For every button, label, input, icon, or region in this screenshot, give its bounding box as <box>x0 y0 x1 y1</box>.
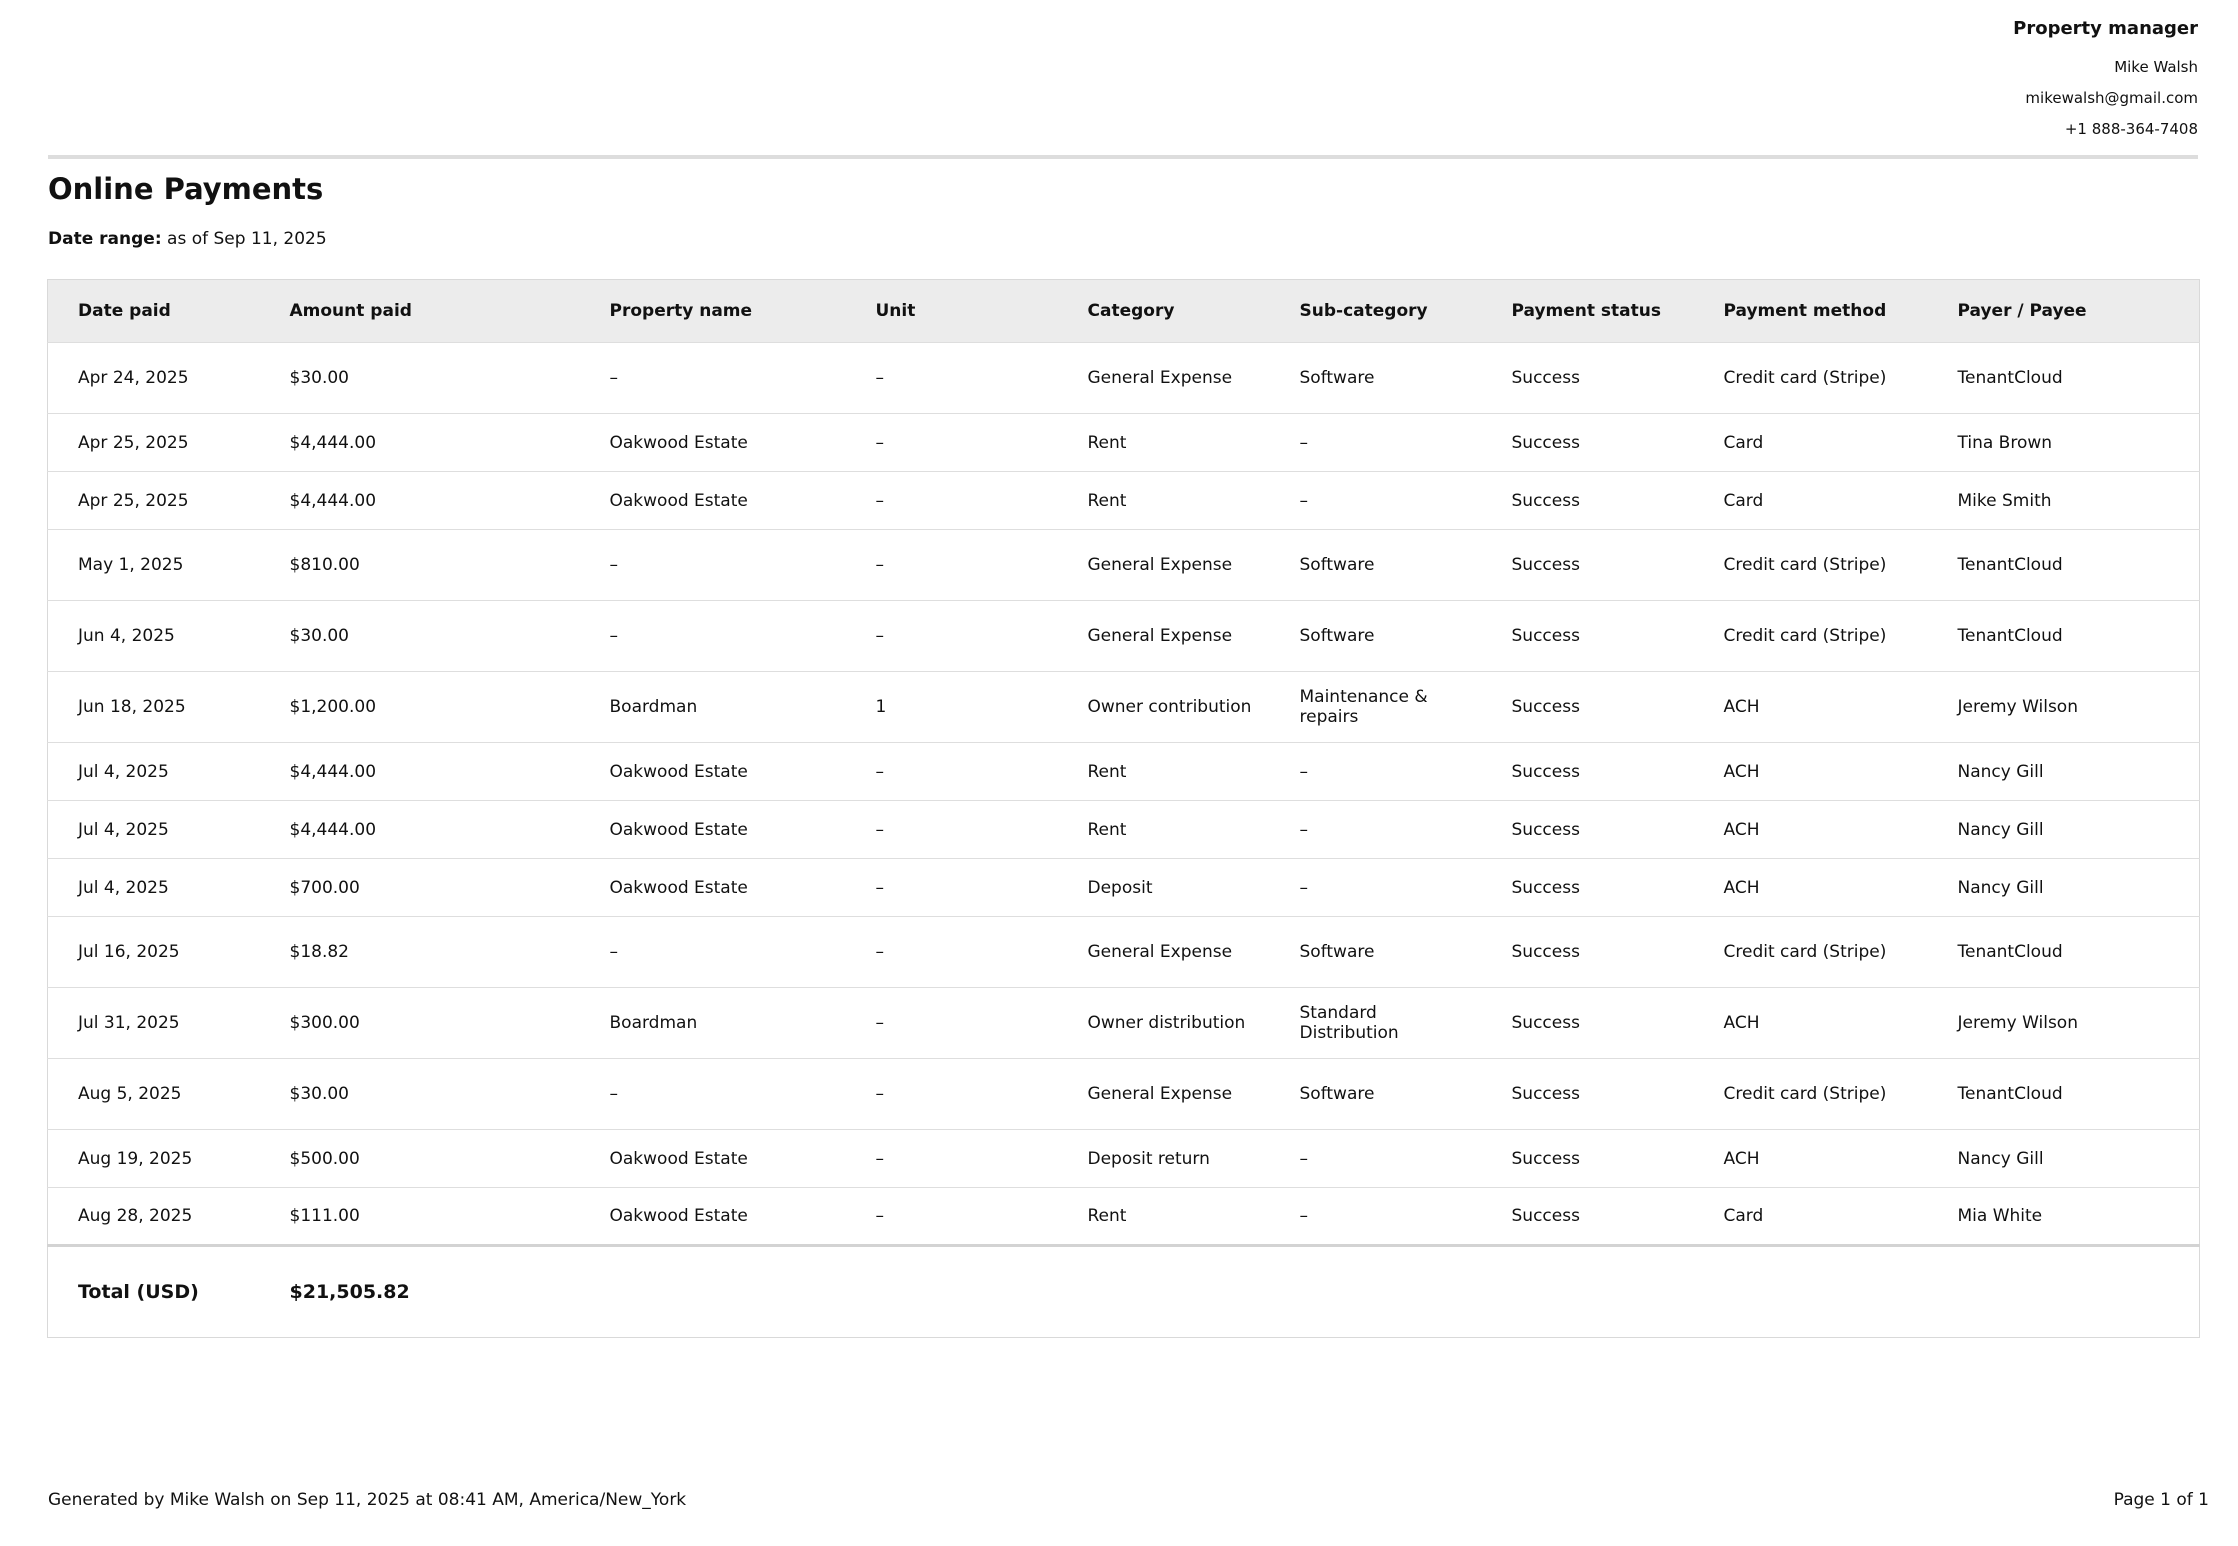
cell-date-paid: Apr 25, 2025 <box>78 490 189 511</box>
cell-amount-paid: $810.00 <box>289 555 360 575</box>
cell-sub-category: Software <box>1299 368 1375 388</box>
cell-payer-payee: Jeremy Wilson <box>1957 697 2078 717</box>
cell-date-paid: Jul 4, 2025 <box>78 761 169 782</box>
table-row <box>48 601 2200 672</box>
cell-amount-paid: $4,444.00 <box>289 761 377 782</box>
cell-property-name: Oakwood Estate <box>609 1148 748 1169</box>
manager-heading: Property manager <box>2013 18 2198 39</box>
cell-category: General Expense <box>1087 555 1233 575</box>
cell-payment-method: Credit card (Stripe) <box>1723 368 1887 388</box>
table-header-row <box>48 280 2200 343</box>
cell-unit: – <box>875 1084 884 1104</box>
property-manager-block <box>1598 18 2198 145</box>
cell-unit: – <box>875 555 884 575</box>
payments-table <box>47 279 2200 1338</box>
report-title: Online Payments <box>48 172 324 206</box>
column-header-category: Category <box>1087 301 1175 321</box>
cell-property-name: Boardman <box>609 697 698 717</box>
cell-unit: 1 <box>875 697 887 717</box>
table-row <box>48 672 2200 743</box>
cell-unit: – <box>875 490 884 511</box>
cell-sub-category: – <box>1299 877 1308 898</box>
cell-sub-category: – <box>1299 819 1308 840</box>
cell-payer-payee: Nancy Gill <box>1957 877 2044 898</box>
cell-payment-method: Credit card (Stripe) <box>1723 942 1887 962</box>
cell-payment-status: Success <box>1511 1013 1580 1033</box>
cell-unit: – <box>875 626 884 646</box>
header-divider <box>48 155 2198 159</box>
cell-amount-paid: $1,200.00 <box>289 697 377 717</box>
table-row <box>48 472 2200 530</box>
cell-property-name: – <box>609 555 618 575</box>
table-row <box>48 1130 2200 1188</box>
cell-payer-payee: TenantCloud <box>1957 626 2063 646</box>
cell-category: Rent <box>1087 432 1127 453</box>
cell-payment-status: Success <box>1511 942 1580 962</box>
column-header-amount-paid: Amount paid <box>289 301 412 321</box>
manager-name: Mike Walsh <box>2114 58 2198 76</box>
table-row <box>48 530 2200 601</box>
cell-category: Deposit return <box>1087 1148 1210 1169</box>
cell-unit: – <box>875 1148 884 1169</box>
cell-sub-category: – <box>1299 1206 1308 1226</box>
cell-sub-category: – <box>1299 490 1308 511</box>
cell-amount-paid: $700.00 <box>289 877 360 898</box>
cell-payment-status: Success <box>1511 432 1580 453</box>
cell-payment-method: Card <box>1723 432 1764 453</box>
cell-date-paid: May 1, 2025 <box>78 555 184 575</box>
cell-amount-paid: $111.00 <box>289 1206 360 1226</box>
cell-payer-payee: Nancy Gill <box>1957 1148 2044 1169</box>
date-range <box>48 229 327 249</box>
cell-payment-status: Success <box>1511 555 1580 575</box>
cell-payment-method: ACH <box>1723 1148 1760 1169</box>
cell-date-paid: Aug 28, 2025 <box>78 1206 193 1226</box>
cell-payment-status: Success <box>1511 1148 1580 1169</box>
cell-payment-status: Success <box>1511 819 1580 840</box>
cell-sub-category: Software <box>1299 942 1375 962</box>
cell-amount-paid: $4,444.00 <box>289 432 377 453</box>
cell-date-paid: Jun 4, 2025 <box>78 626 175 646</box>
cell-amount-paid: $500.00 <box>289 1148 360 1169</box>
cell-payer-payee: TenantCloud <box>1957 1084 2063 1104</box>
cell-unit: – <box>875 368 884 388</box>
cell-unit: – <box>875 432 884 453</box>
cell-date-paid: Jul 4, 2025 <box>78 819 169 840</box>
cell-date-paid: Apr 25, 2025 <box>78 432 189 453</box>
cell-amount-paid: $30.00 <box>289 626 349 646</box>
cell-payment-method: ACH <box>1723 761 1760 782</box>
total-value: $21,505.82 <box>289 1281 410 1303</box>
cell-property-name: – <box>609 368 618 388</box>
cell-payment-method: Card <box>1723 490 1764 511</box>
table-row <box>48 1188 2200 1246</box>
date-range-value: as of Sep 11, 2025 <box>161 229 327 249</box>
column-header-date-paid: Date paid <box>78 301 171 321</box>
cell-property-name: Oakwood Estate <box>609 761 748 782</box>
cell-date-paid: Aug 5, 2025 <box>78 1084 182 1104</box>
cell-unit: – <box>875 1013 884 1033</box>
cell-payment-status: Success <box>1511 761 1580 782</box>
cell-payment-method: Credit card (Stripe) <box>1723 555 1887 575</box>
cell-date-paid: Jul 16, 2025 <box>78 942 180 962</box>
cell-payment-method: Credit card (Stripe) <box>1723 626 1887 646</box>
cell-category: Owner distribution <box>1087 1013 1246 1033</box>
cell-property-name: – <box>609 1084 618 1104</box>
column-header-payment-status: Payment status <box>1511 301 1661 321</box>
table-row <box>48 917 2200 988</box>
cell-payer-payee: TenantCloud <box>1957 942 2063 962</box>
table-row <box>48 988 2200 1059</box>
cell-amount-paid: $4,444.00 <box>289 819 377 840</box>
cell-payment-status: Success <box>1511 626 1580 646</box>
cell-property-name: – <box>609 942 618 962</box>
cell-payment-method: ACH <box>1723 877 1760 898</box>
cell-date-paid: Aug 19, 2025 <box>78 1148 193 1169</box>
cell-category: Rent <box>1087 1206 1127 1226</box>
cell-payment-method: Card <box>1723 1206 1764 1226</box>
cell-payer-payee: TenantCloud <box>1957 368 2063 388</box>
manager-email: mikewalsh@gmail.com <box>2025 89 2198 107</box>
cell-sub-category: Software <box>1299 626 1375 646</box>
cell-date-paid: Jul 4, 2025 <box>78 877 169 898</box>
cell-payment-method: ACH <box>1723 697 1760 717</box>
cell-sub-category: – <box>1299 761 1308 782</box>
cell-property-name: Oakwood Estate <box>609 819 748 840</box>
column-header-payer-payee: Payer / Payee <box>1957 301 2087 321</box>
cell-amount-paid: $18.82 <box>289 942 349 962</box>
table-row <box>48 801 2200 859</box>
cell-payment-status: Success <box>1511 490 1580 511</box>
column-header-payment-method: Payment method <box>1723 301 1887 321</box>
cell-payment-status: Success <box>1511 1084 1580 1104</box>
cell-payer-payee: Jeremy Wilson <box>1957 1013 2078 1033</box>
cell-category: General Expense <box>1087 626 1233 646</box>
generated-note: Generated by Mike Walsh on Sep 11, 2025 at 08:41 AM, America/New_York <box>48 1490 687 1510</box>
cell-unit: – <box>875 819 884 840</box>
cell-payer-payee: Tina Brown <box>1957 432 2053 453</box>
cell-payment-method: Credit card (Stripe) <box>1723 1084 1887 1104</box>
manager-phone: +1 888-364-7408 <box>2064 120 2198 138</box>
cell-amount-paid: $4,444.00 <box>289 490 377 511</box>
cell-unit: – <box>875 1206 884 1226</box>
cell-unit: – <box>875 761 884 782</box>
column-header-property-name: Property name <box>609 301 753 321</box>
total-filler <box>580 1246 2200 1338</box>
table-row <box>48 859 2200 917</box>
cell-unit: – <box>875 942 884 962</box>
cell-payer-payee: Mike Smith <box>1957 490 2052 511</box>
total-label: Total (USD) <box>78 1281 199 1303</box>
date-range-label: Date range: <box>48 229 162 249</box>
cell-date-paid: Jun 18, 2025 <box>78 697 186 717</box>
cell-payer-payee: Nancy Gill <box>1957 761 2044 782</box>
cell-property-name: Boardman <box>609 1013 698 1033</box>
cell-amount-paid: $30.00 <box>289 368 349 388</box>
cell-category: Rent <box>1087 490 1127 511</box>
table-row <box>48 414 2200 472</box>
table-row <box>48 1059 2200 1130</box>
cell-date-paid: Apr 24, 2025 <box>78 368 189 388</box>
cell-amount-paid: $300.00 <box>289 1013 360 1033</box>
cell-payment-status: Success <box>1511 368 1580 388</box>
cell-category: Owner contribution <box>1087 697 1252 717</box>
cell-sub-category: – <box>1299 432 1308 453</box>
total-row <box>48 1246 2200 1338</box>
cell-payment-status: Success <box>1511 697 1580 717</box>
cell-property-name: Oakwood Estate <box>609 490 748 511</box>
column-header-sub-category: Sub-category <box>1299 301 1428 321</box>
cell-date-paid: Jul 31, 2025 <box>78 1013 180 1033</box>
table-row <box>48 343 2200 414</box>
cell-property-name: – <box>609 626 618 646</box>
cell-category: General Expense <box>1087 368 1233 388</box>
cell-payer-payee: Mia White <box>1957 1206 2043 1226</box>
cell-property-name: Oakwood Estate <box>609 1206 748 1226</box>
cell-sub-category: Standard Distribution <box>1299 1003 1399 1043</box>
cell-category: General Expense <box>1087 942 1233 962</box>
cell-category: Rent <box>1087 761 1127 782</box>
cell-sub-category: Software <box>1299 555 1375 575</box>
table-row <box>48 743 2200 801</box>
cell-payer-payee: TenantCloud <box>1957 555 2063 575</box>
page-number: Page 1 of 1 <box>2113 1490 2209 1510</box>
cell-unit: – <box>875 877 884 898</box>
cell-category: Deposit <box>1087 877 1153 898</box>
cell-payer-payee: Nancy Gill <box>1957 819 2044 840</box>
cell-property-name: Oakwood Estate <box>609 877 748 898</box>
cell-amount-paid: $30.00 <box>289 1084 349 1104</box>
cell-sub-category: Software <box>1299 1084 1375 1104</box>
cell-sub-category: Maintenance & repairs <box>1299 687 1428 727</box>
column-header-unit: Unit <box>875 301 916 321</box>
cell-category: General Expense <box>1087 1084 1233 1104</box>
cell-category: Rent <box>1087 819 1127 840</box>
cell-sub-category: – <box>1299 1148 1308 1169</box>
cell-payment-status: Success <box>1511 877 1580 898</box>
cell-payment-method: ACH <box>1723 1013 1760 1033</box>
cell-payment-status: Success <box>1511 1206 1580 1226</box>
cell-property-name: Oakwood Estate <box>609 432 748 453</box>
cell-payment-method: ACH <box>1723 819 1760 840</box>
